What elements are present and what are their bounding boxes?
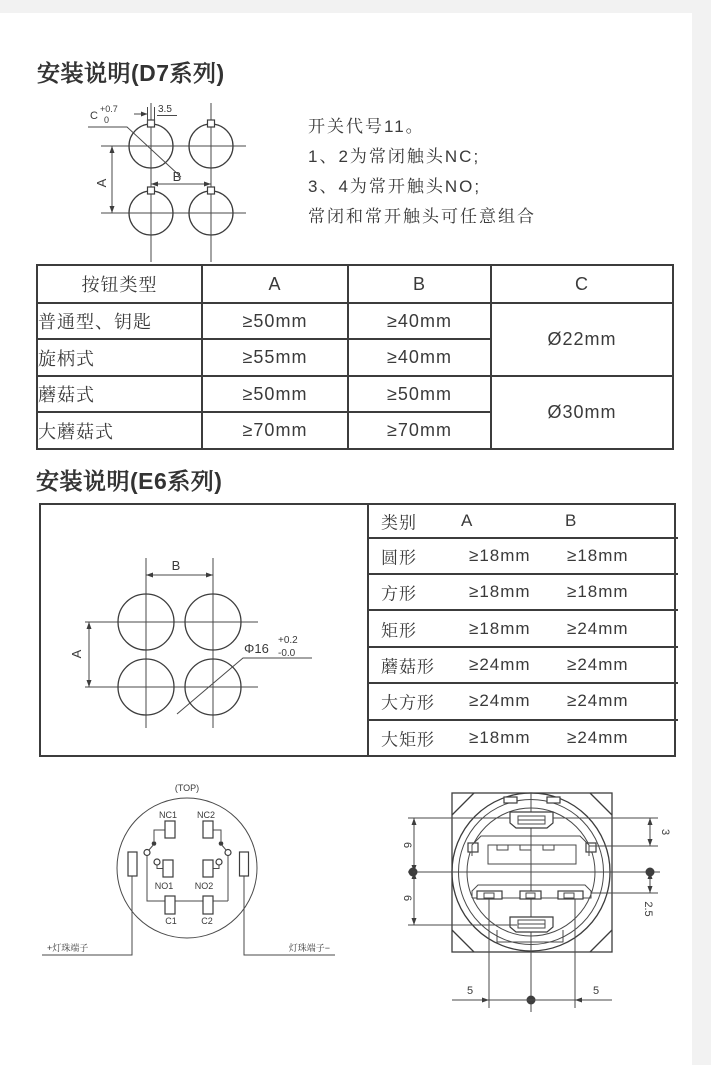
c2-label: C2	[201, 916, 213, 926]
contact-point	[216, 859, 222, 865]
a-cell: ≥70mm	[202, 412, 348, 449]
c-merged-cell: Ø30mm	[491, 376, 673, 449]
terminal-nc2	[203, 821, 213, 838]
c-merged-cell: Ø22mm	[491, 303, 673, 376]
col-header-b: B	[348, 265, 491, 303]
col-header-c: C	[491, 265, 673, 303]
d7-note-line: 常闭和常开触头可任意组合	[308, 207, 536, 226]
contact-pivot-dot	[152, 841, 157, 846]
key-notch	[148, 187, 155, 194]
a-cell: ≥24mm	[469, 654, 531, 674]
hole-tol-minus: -0.0	[278, 648, 296, 659]
type-cell: 普通型、钥匙	[37, 303, 202, 339]
contact-point	[225, 850, 231, 856]
dim-6-bottom-label: 6	[401, 894, 413, 902]
type-cell: 蘑菇形	[381, 657, 435, 677]
dim-6-top-label: 6	[401, 841, 413, 849]
a-cell: ≥18mm	[469, 618, 531, 638]
b-cell: ≥24mm	[567, 691, 629, 711]
terminal-c1	[165, 896, 175, 914]
b-cell: ≥40mm	[348, 303, 491, 339]
type-cell: 大方形	[381, 693, 435, 713]
terminal-no1	[163, 860, 173, 877]
b-cell: ≥70mm	[348, 412, 491, 449]
contact-pivot-dot	[219, 841, 224, 846]
top-view-label: (TOP)	[174, 783, 200, 793]
col-header-type: 类别	[381, 513, 417, 533]
c-tol-plus: +0.7	[100, 104, 118, 114]
type-cell: 大矩形	[381, 730, 435, 750]
ring-notch	[547, 797, 560, 803]
col-header-a: A	[202, 265, 348, 303]
dim-b-label: B	[171, 558, 181, 573]
d7-hole-drawing	[88, 103, 246, 262]
type-cell: 圆形	[381, 548, 417, 568]
a-cell: ≥50mm	[202, 376, 348, 412]
d7-section-title: 安装说明(D7系列)	[37, 60, 225, 86]
d7-note-line: 开关代号11。	[308, 117, 425, 136]
dim-5-left-label: 5	[466, 985, 474, 997]
type-cell: 蘑菇式	[37, 376, 202, 412]
ring-notch	[504, 797, 517, 803]
terminal-lamp-left	[128, 852, 137, 876]
a-cell: ≥18mm	[469, 545, 531, 565]
contact-point	[154, 859, 160, 865]
terminal-top-view-diagram	[42, 783, 335, 955]
flange-rear-view-diagram	[401, 793, 671, 1012]
dim-a-label: A	[94, 178, 109, 188]
dim-a-label: A	[69, 649, 84, 659]
hole-tol-plus: +0.2	[278, 635, 298, 646]
c1-label: C1	[165, 916, 177, 926]
d7-note-line: 1、2为常闭触头NC;	[308, 147, 481, 166]
b-cell: ≥50mm	[348, 376, 491, 412]
terminal-c2	[203, 896, 213, 914]
type-cell: 旋柄式	[37, 339, 202, 376]
contact-point	[144, 850, 150, 856]
type-cell: 方形	[381, 584, 417, 604]
a-cell: ≥50mm	[202, 303, 348, 339]
key-notch	[208, 120, 215, 127]
dim-c-label: C	[90, 110, 98, 122]
a-cell: ≥24mm	[469, 691, 531, 711]
a-cell: ≥18mm	[469, 582, 531, 602]
dim-5-right-label: 5	[592, 985, 600, 997]
a-cell: ≥18mm	[469, 727, 531, 747]
terminal-lamp-right	[240, 852, 249, 876]
key-notch	[148, 120, 155, 127]
no2-label: NO2	[194, 881, 214, 891]
a-cell: ≥55mm	[202, 339, 348, 376]
lamp-right-label: 灯珠端子−	[288, 943, 330, 953]
slot-width-label: 3.5	[158, 104, 172, 115]
dim-3-label: 3	[659, 828, 671, 836]
col-header-b: B	[565, 510, 578, 530]
terminal-no2	[203, 860, 213, 877]
col-header-type: 按钮类型	[37, 265, 202, 303]
b-cell: ≥40mm	[348, 339, 491, 376]
c-tol-zero: 0	[104, 115, 110, 125]
hole-diameter-label: Φ16	[244, 641, 269, 656]
b-cell: ≥24mm	[567, 727, 629, 747]
d7-note-line: 3、4为常开触头NO;	[308, 177, 482, 196]
nc2-label: NC2	[196, 810, 216, 820]
e6-section-title: 安装说明(E6系列)	[36, 468, 223, 494]
no1-label: NO1	[154, 881, 174, 891]
dim-2-5-label: 2.5	[642, 901, 654, 917]
type-cell: 大蘑菇式	[37, 412, 202, 449]
nc1-label: NC1	[158, 810, 178, 820]
b-cell: ≥24mm	[567, 618, 629, 638]
dim-b-label: B	[172, 169, 182, 184]
b-cell: ≥24mm	[567, 654, 629, 674]
b-cell: ≥18mm	[567, 582, 629, 602]
lamp-left-label: +灯珠端子	[47, 943, 89, 953]
ring-notch	[586, 843, 596, 852]
terminal-nc1	[165, 821, 175, 838]
e6-hole-drawing	[69, 558, 312, 728]
key-notch	[208, 187, 215, 194]
col-header-a: A	[461, 510, 474, 530]
b-cell: ≥18mm	[567, 545, 629, 565]
type-cell: 矩形	[381, 621, 417, 641]
